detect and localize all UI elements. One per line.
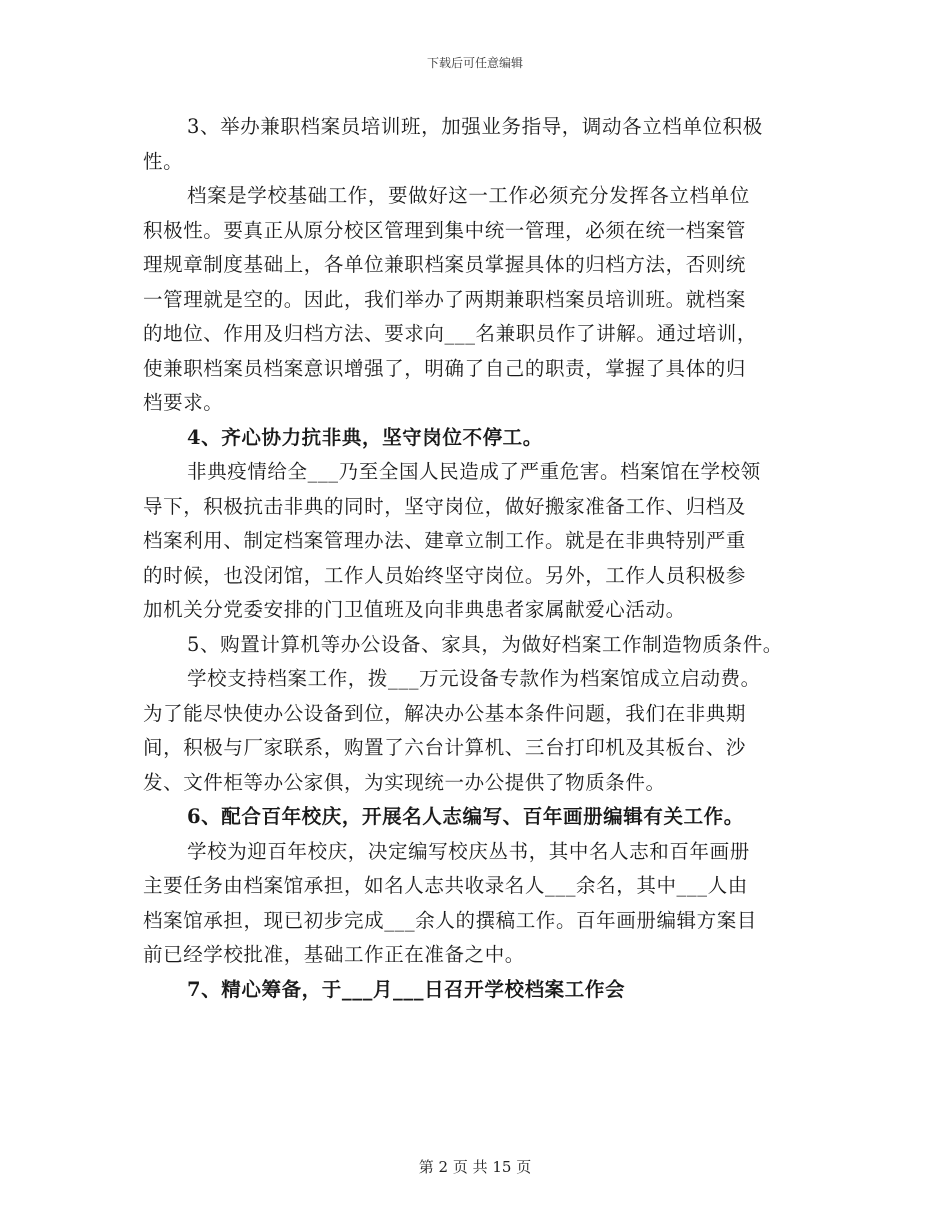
section-heading: 7、精心筹备，于___月___日召开学校档案工作会	[187, 977, 626, 1001]
text-line: 学校为迎百年校庆，决定编写校庆丛书，其中名人志和百年画册	[187, 839, 750, 863]
text-line: 导下，积极抗击非典的同时，坚守岗位，做好搬家准备工作、归档及	[143, 494, 747, 518]
text-line: 的地位、作用及归档方法、要求向___名兼职员作了讲解。通过培训，	[143, 322, 757, 345]
section-heading: 4、齐心协力抗非典，坚守岗位不停工。	[187, 425, 543, 449]
text-line: 一管理就是空的。因此，我们举办了两期兼职档案员培训班。就档案	[143, 287, 747, 311]
text-line: 性。	[143, 149, 184, 173]
text-line: 档案馆承担，现已初步完成___余人的撰稿工作。百年画册编辑方案目	[143, 908, 757, 932]
text-line: 3、举办兼职档案员培训班，加强业务指导，调动各立档单位积极	[187, 115, 763, 138]
document-body	[143, 110, 823, 1007]
page-header: 下载后可任意编辑	[426, 56, 523, 70]
text-line: 档要求。	[143, 391, 224, 414]
text-line: 档案利用、制定档案管理办法、建章立制工作。就是在非典特别严重	[143, 529, 747, 552]
text-line: 的时候，也没闭馆，工作人员始终坚守岗位。另外，工作人员积极参	[143, 563, 747, 587]
text-line: 前已经学校批准，基础工作正在准备之中。	[143, 943, 525, 966]
text-line: 使兼职档案员档案意识增强了，明确了自己的职责，掌握了具体的归	[143, 356, 747, 380]
text-line: 发、文件柜等办公家俱，为实现统一办公提供了物质条件。	[143, 770, 666, 794]
text-line: 为了能尽快使办公设备到位，解决办公基本条件问题，我们在非典期	[143, 701, 747, 725]
text-line: 加机关分党委安排的门卫值班及向非典患者家属献爱心活动。	[143, 598, 686, 621]
text-line: 5、购置计算机等办公设备、家具，为做好档案工作制造物质条件。	[187, 632, 783, 656]
page-footer: 第 2 页 共 15 页	[418, 1158, 532, 1176]
text-line: 理规章制度基础上，各单位兼职档案员掌握具体的归档方法，否则统	[143, 253, 747, 276]
text-line: 间，积极与厂家联系，购置了六台计算机、三台打印机及其板台、沙	[143, 736, 747, 759]
text-line: 主要任务由档案馆承担，如名人志共收录名人___余名，其中___人由	[143, 874, 748, 897]
section-heading: 6、配合百年校庆，开展名人志编写、百年画册编辑有关工作。	[187, 805, 744, 828]
text-line: 非典疫情给全___乃至全国人民造成了严重危害。档案馆在学校领	[187, 460, 761, 483]
text-line: 积极性。要真正从原分校区管理到集中统一管理，必须在统一档案管	[143, 218, 747, 242]
text-line: 学校支持档案工作，拨___万元设备专款作为档案馆成立启动费。	[187, 667, 761, 690]
text-line: 档案是学校基础工作，要做好这一工作必须充分发挥各立档单位	[187, 184, 750, 207]
